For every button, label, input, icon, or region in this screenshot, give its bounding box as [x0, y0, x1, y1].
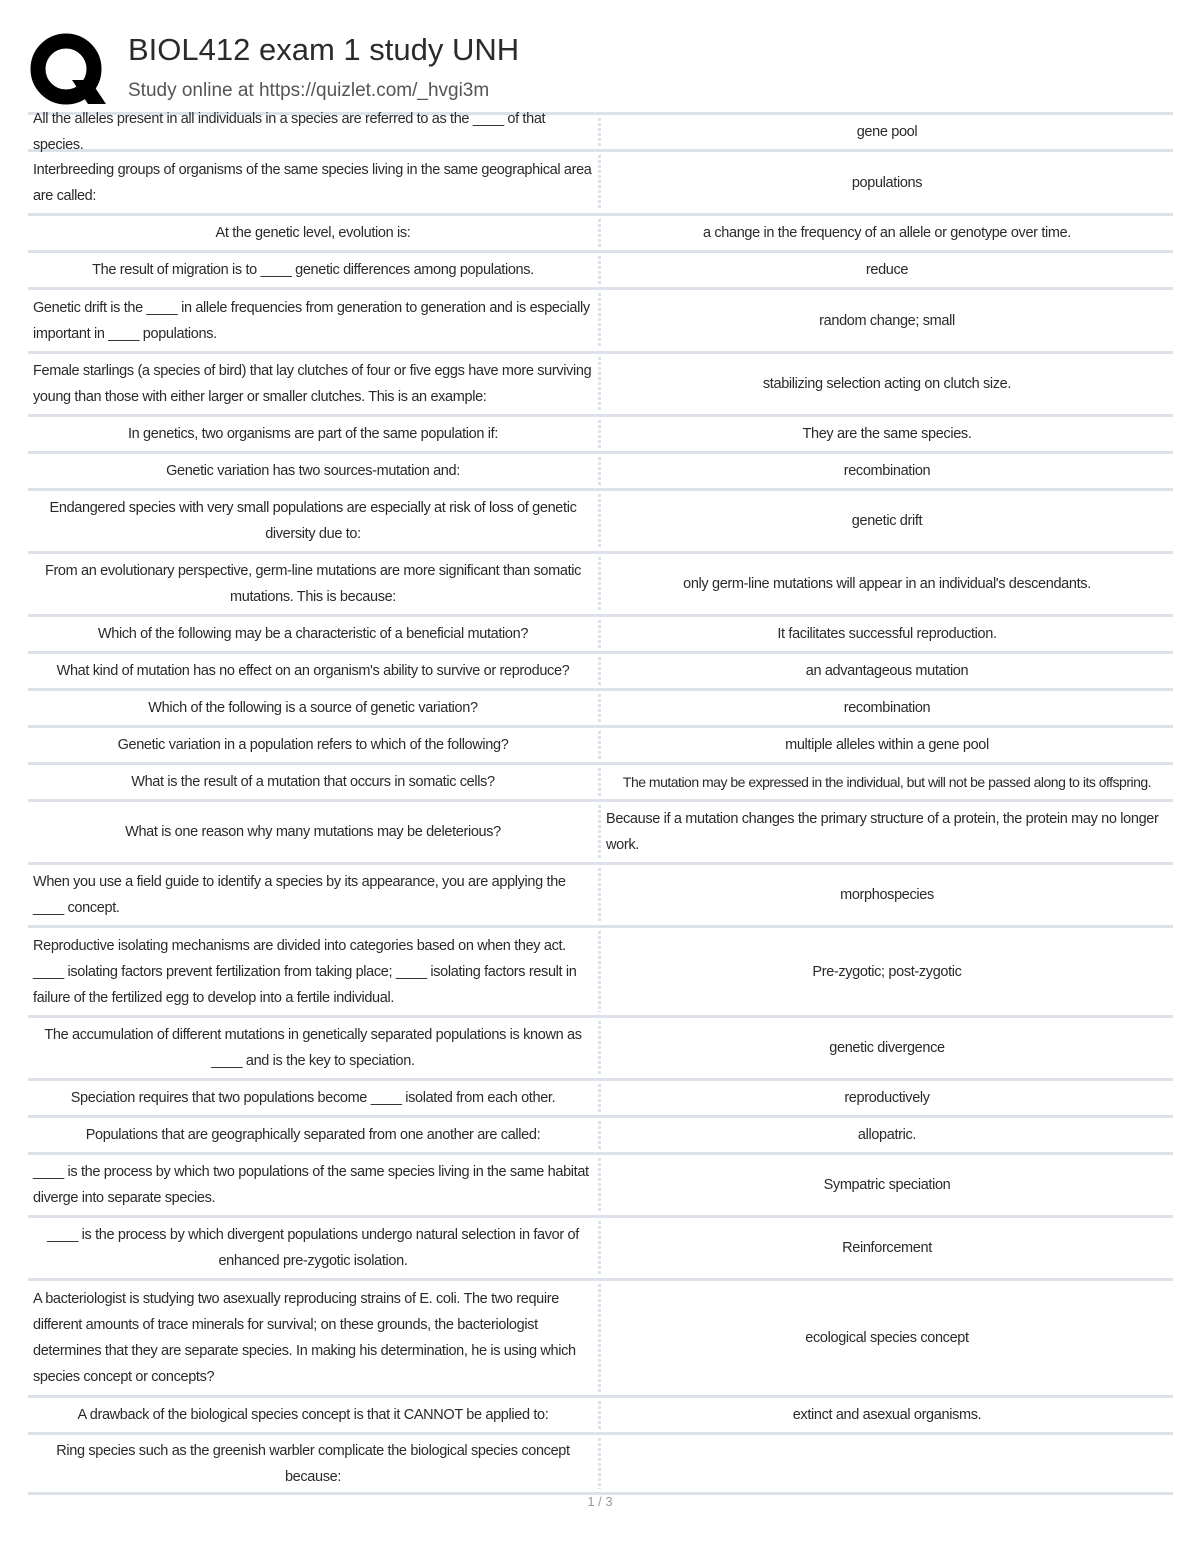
card-definition: recombination	[843, 463, 931, 479]
card-row	[28, 149, 1173, 213]
page-number: 1 / 3	[587, 1494, 613, 1509]
card-term: ____ is the process by which divergent populations undergo natural selection in favor of enhanced pre-zygotic isolation.	[47, 1227, 579, 1269]
card-term: Populations that are geographically separated from one another are called:	[85, 1127, 541, 1143]
card-definition: It facilitates successful reproduction.	[777, 626, 997, 642]
card-term: Female starlings (a species of bird) that lay clutches of four or five eggs have more surviving young than those with either larger or smaller clutches. This is an example:	[33, 363, 592, 405]
page-subtitle: Study online at https://quizlet.com/_hvgi3m	[128, 80, 490, 101]
card-row	[28, 213, 1173, 250]
card-term: Which of the following is a source of genetic variation?	[148, 700, 478, 716]
card-row	[28, 1115, 1173, 1152]
card-term: From an evolutionary perspective, germ-line mutations are more significant than somatic mutations. This is because:	[44, 563, 582, 605]
page-title: BIOL412 exam 1 study UNH	[128, 32, 520, 67]
card-term: Genetic variation has two sources-mutation and:	[166, 463, 460, 479]
card-row	[28, 762, 1173, 799]
page-header	[28, 28, 1178, 110]
card-term: Speciation requires that two populations become ____ isolated from each other.	[70, 1090, 556, 1106]
card-definition: Reinforcement	[842, 1240, 932, 1256]
card-row	[28, 250, 1173, 287]
card-definition: allopatric.	[857, 1127, 917, 1143]
card-row	[28, 451, 1173, 488]
card-definition: only germ-line mutations will appear in an individual's descendants.	[683, 576, 1091, 592]
card-term: Which of the following may be a characteristic of a beneficial mutation?	[97, 626, 529, 642]
card-definition: They are the same species.	[802, 426, 972, 442]
card-row	[28, 1078, 1173, 1115]
card-term: All the alleles present in all individuals in a species are referred to as the ____ of that species.	[33, 111, 546, 153]
card-term: Reproductive isolating mechanisms are divided into categories based on when they act. ____ isolating factors prevent fertilization from taking place; ____ isolating factors result in failure of the fertilized egg to develop into a fertile individual.	[33, 937, 577, 1006]
card-definition: The mutation may be expressed in the individual, but will not be passed along to its offspring.	[622, 774, 1152, 790]
card-row	[28, 925, 1173, 1015]
card-row	[28, 287, 1173, 351]
card-row	[28, 688, 1173, 725]
card-row	[28, 1395, 1173, 1432]
card-definition: an advantageous mutation	[805, 663, 969, 679]
card-definition: multiple alleles within a gene pool	[785, 737, 989, 753]
card-term: Genetic drift is the ____ in allele frequencies from generation to generation and is especially important in ____ populations.	[33, 299, 590, 342]
card-term: Genetic variation in a population refers to which of the following?	[117, 737, 509, 753]
card-row	[28, 725, 1173, 762]
card-definition: populations	[851, 174, 923, 191]
card-term: ____ is the process by which two populations of the same species living in the same habitat diverge into separate species.	[33, 1164, 589, 1206]
flashcard-table	[28, 112, 1173, 1495]
card-term: A drawback of the biological species concept is that it CANNOT be applied to:	[77, 1407, 549, 1423]
card-definition: extinct and asexual organisms.	[792, 1407, 982, 1423]
card-definition: stabilizing selection acting on clutch size.	[762, 376, 1012, 392]
card-row	[28, 614, 1173, 651]
card-term: Endangered species with very small populations are especially at risk of loss of genetic diversity due to:	[49, 500, 577, 542]
card-row	[28, 1278, 1173, 1395]
card-row	[28, 799, 1173, 862]
card-term: In genetics, two organisms are part of the same population if:	[127, 426, 498, 442]
card-row	[28, 351, 1173, 414]
card-definition: genetic drift	[851, 513, 923, 529]
card-term: What is one reason why many mutations may be deleterious?	[125, 824, 501, 840]
card-definition: random change; small	[819, 312, 955, 329]
card-row	[28, 551, 1173, 614]
card-term: The accumulation of different mutations in genetically separated populations is known as ____ and is the key to speciation.	[44, 1027, 582, 1069]
card-definition: recombination	[843, 700, 931, 716]
card-term: When you use a field guide to identify a species by its appearance, you are applying the ____ concept.	[33, 874, 566, 916]
card-term: What kind of mutation has no effect on an organism's ability to survive or reproduce?	[56, 663, 570, 679]
card-definition: Pre-zygotic; post-zygotic	[812, 963, 962, 980]
card-definition: Because if a mutation changes the primary structure of a protein, the protein may no longer work.	[606, 811, 1159, 853]
card-term: The result of migration is to ____ genetic differences among populations.	[92, 262, 534, 278]
card-definition: reproductively	[844, 1090, 930, 1106]
card-definition: Sympatric speciation	[823, 1177, 951, 1193]
quizlet-logo-icon	[30, 32, 106, 108]
card-row	[28, 111, 1173, 153]
card-row	[28, 1152, 1173, 1215]
card-row	[28, 862, 1173, 925]
card-definition: a change in the frequency of an allele or genotype over time.	[703, 225, 1071, 241]
card-term: A bacteriologist is studying two asexually reproducing strains of E. coli. The two require different amounts of trace minerals for survival; on these grounds, the bacteriologist determines that they are separate species. In making his determination, he is using which species concept or concepts?	[33, 1291, 576, 1385]
card-definition: genetic divergence	[829, 1040, 945, 1056]
card-term: What is the result of a mutation that occurs in somatic cells?	[131, 774, 495, 790]
card-row	[28, 1015, 1173, 1078]
card-term: Interbreeding groups of organisms of the same species living in the same geographical area are called:	[33, 161, 592, 204]
card-term: At the genetic level, evolution is:	[215, 225, 411, 241]
card-row	[28, 1215, 1173, 1278]
column-divider	[598, 1438, 601, 1489]
card-row	[28, 1432, 1173, 1495]
card-row	[28, 414, 1173, 451]
card-term: Ring species such as the greenish warbler complicate the biological species concept because:	[56, 1442, 570, 1485]
card-row	[28, 651, 1173, 688]
card-row	[28, 488, 1173, 551]
card-definition: reduce	[865, 262, 909, 278]
card-definition: morphospecies	[840, 887, 934, 903]
card-definition: gene pool	[856, 124, 918, 140]
card-definition: ecological species concept	[805, 1330, 969, 1346]
